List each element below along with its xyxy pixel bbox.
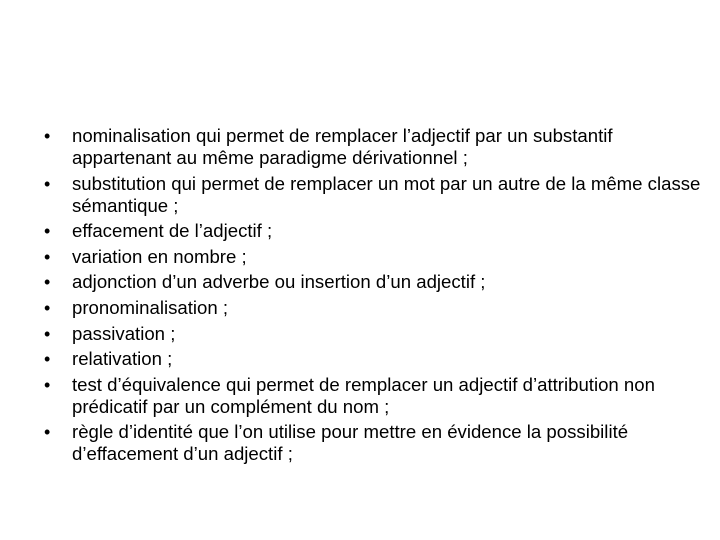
list-item-text: pronominalisation ; [72, 296, 229, 318]
bullet-icon: • [44, 173, 51, 194]
list-item-text: règle d’identité que l’on utilise pour mettre en évidence la possibilité d’effacement d’un adjectif ; [72, 421, 629, 465]
bullet-icon: • [44, 126, 51, 146]
list-item [44, 125, 704, 169]
bullet-icon: • [44, 297, 51, 318]
list-item-text: effacement de l’adjectif ; [72, 220, 273, 242]
list-item [44, 374, 704, 418]
bullet-icon: • [44, 323, 51, 344]
list-item-text: substitution qui permet de remplacer un mot par un autre de la même classe sémantique ; [72, 172, 701, 216]
list-item [44, 246, 704, 268]
list-item [44, 271, 704, 293]
bullet-list [44, 125, 704, 469]
list-item [44, 297, 704, 319]
bullet-icon: • [44, 422, 51, 443]
bullet-icon: • [44, 349, 51, 370]
list-item-text: variation en nombre ; [72, 245, 247, 267]
list-item-text: test d’équivalence qui permet de remplacer un adjectif d’attribution non prédicatif par un complément du nom ; [72, 373, 655, 417]
list-item [44, 323, 704, 345]
list-item [44, 348, 704, 370]
list-item-text: adjonction d’un adverbe ou insertion d’un adjectif ; [72, 271, 486, 293]
list-item [44, 421, 704, 465]
list-item-text: relativation ; [72, 348, 173, 370]
list-item [44, 173, 704, 217]
list-item-text: nominalisation qui permet de remplacer l’adjectif par un substantif appartenant au même paradigme dérivationnel ; [72, 125, 613, 168]
bullet-icon: • [44, 374, 51, 395]
list-item [44, 220, 704, 242]
bullet-icon: • [44, 246, 51, 267]
bullet-icon: • [44, 221, 51, 242]
bullet-icon: • [44, 272, 51, 293]
list-item-text: passivation ; [72, 322, 176, 344]
